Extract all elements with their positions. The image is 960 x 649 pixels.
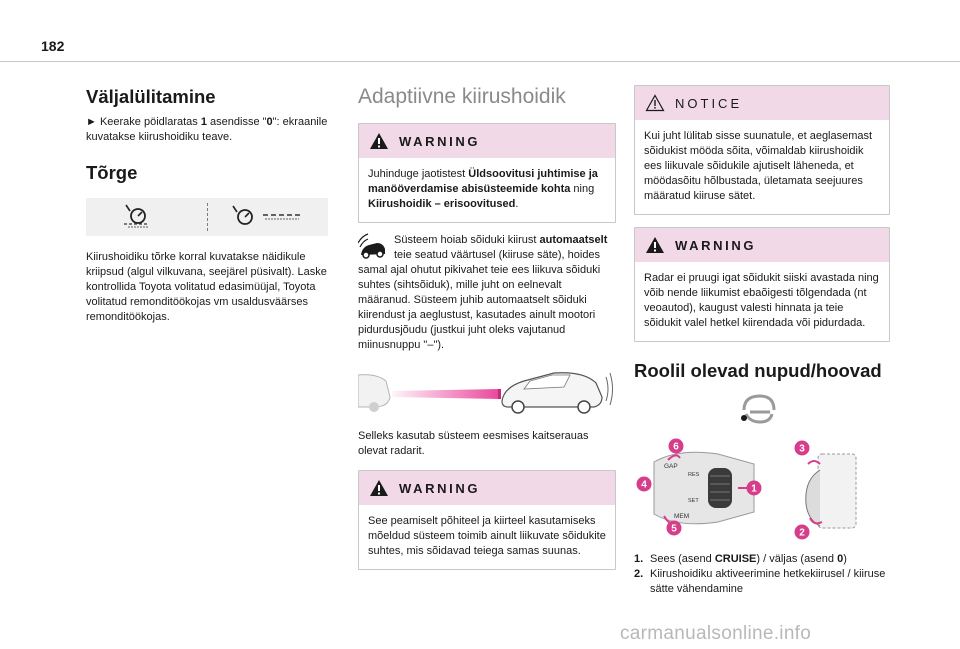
radar-car-icon [358, 233, 388, 261]
steering-wheel-icon [738, 392, 778, 428]
text-span: ) [843, 553, 847, 566]
switch-off-paragraph [86, 115, 328, 145]
radar-illustration [358, 367, 616, 415]
bold-span: automaatselt [539, 234, 608, 247]
heading-steering-controls: Roolil olevad nupud/hoovad [634, 360, 882, 381]
callout-body: See peamiselt põhiteel ja kiirteel kasutamiseks mõeldud süsteem toimib ainult liikuvate sõidukite suhtes, mis sõidavad teiega samas suunas. [368, 515, 606, 558]
callout-header [359, 124, 615, 158]
fault-icon-strip [86, 198, 328, 236]
text-span: ning [570, 183, 595, 196]
arrow-bullet-icon: ► [86, 116, 97, 129]
callout-number: 4 [641, 479, 647, 491]
callout-number: 3 [799, 443, 805, 455]
text-span: Süsteem hoiab sõiduki kiirust [394, 234, 540, 247]
list-number: 2. [634, 568, 644, 581]
text-span: . [515, 198, 519, 211]
list-number: 1. [634, 553, 644, 566]
stalk-controls-diagram [634, 434, 874, 542]
heading-valjalulitamine: Väljalülitamine [86, 86, 216, 107]
list-item [634, 552, 890, 567]
stalk-label-res: RES [688, 472, 700, 479]
notice-callout [634, 85, 890, 215]
cruise-fault-icon [116, 202, 176, 232]
callout-header [635, 86, 889, 120]
callout-number: 5 [671, 523, 677, 535]
callout-title: WARNING [399, 133, 481, 149]
text-span: Sees (asend [650, 553, 715, 566]
text-span: teie seatud väärtusel (kiiruse säte), hoides samal ajal ohutut pikivahet teie ees liikuva sõiduki suhtes (sihtsõiduk), mille juht on eelnevalt määranud. Süsteem juhib automaatselt sõiduki kiirendust ja aeglustust, kasutades ainult mootori pidurdusjõudu (justkui juht oleks vajutanud miinusnuppu "–"). [358, 249, 601, 352]
warning-callout-1 [358, 123, 616, 223]
stalk-label-set: SET [688, 498, 699, 505]
text-span: ) / väljas (asend [756, 553, 838, 566]
callout-number: 2 [799, 527, 805, 539]
fault-icon-cell [86, 198, 207, 236]
bold-span: 1 [200, 116, 207, 129]
stalk-label-mem: MEM [674, 513, 690, 521]
notice-triangle-icon [645, 94, 665, 112]
stalk-side-view [818, 454, 856, 528]
column-right [634, 80, 890, 597]
callout-body: Radar ei pruugi igat sõidukit siiski avastada ning võib nende liikumist ebaõigesti tõlgendada (nt veoautod), kaugust valesti hinnata ja teie sõidukit valel hetkel kiirendada või pidurdada. [644, 272, 879, 329]
controls-list [634, 552, 890, 597]
bold-span: 0 [266, 116, 273, 129]
callout-body [359, 158, 615, 222]
heading-torge: Tõrge [86, 162, 138, 184]
radar-bumper-paragraph: Selleks kasutab süsteem eesmises kaitserauas olevat radarit. [358, 430, 589, 458]
radar-paragraph [358, 233, 616, 353]
warning-callout-2 [358, 470, 616, 570]
stalk-label-gap: GAP [664, 463, 678, 471]
callout-header [635, 228, 889, 262]
bold-span: CRUISE [714, 553, 757, 566]
page-number: 182 [41, 38, 65, 54]
callout-title: WARNING [399, 480, 481, 496]
column-left [86, 80, 328, 325]
text-span: ": ekraanile kuvatakse kiirushoidiku teave. [86, 116, 328, 144]
callout-number: 6 [673, 441, 679, 453]
top-rule [0, 61, 960, 62]
bold-span: Üldsoovitusi juhtimise ja manööverdamise abisüsteemide kohta [368, 168, 598, 196]
stalk-thumbwheel [708, 468, 732, 508]
cruise-dashes-icon [225, 202, 311, 232]
text-span: Keerake pöidlaratas [96, 116, 201, 129]
fault-icon-cell [208, 198, 329, 236]
warning-triangle-icon [369, 479, 389, 497]
list-text [650, 552, 847, 567]
bold-span: Kiirushoidik – erisoovitused [368, 198, 516, 211]
title-adaptive-cruise: Adaptiivne kiirushoidik [358, 85, 566, 108]
text-span: Juhinduge jaotistest [368, 168, 469, 181]
callout-title: NOTICE [675, 95, 743, 111]
callout-body: Kui juht lülitab sisse suunatule, et aeglasemast sõidukist mööda sõita, võimaldab kiirushoidik ees liikuvale sõidukile ajutiselt läheneda, et möödasõitu hõlbustada, ületamata seejuures määratud kiiruse sätet. [644, 130, 873, 202]
watermark: carmanualsonline.info [620, 623, 812, 644]
warning-triangle-icon [645, 236, 665, 254]
callout-header [359, 471, 615, 505]
fault-paragraph: Kiirushoidiku tõrke korral kuvatakse näidikule kriipsud (algul vilkuvana, seejärel püsivalt). Laske kontrollida Toyota volitatud edasimüüjal, Toyota volitatud remonditöökojas vm usaldusväärses remonditöökojas. [86, 251, 327, 324]
column-middle [358, 80, 616, 570]
list-text: Kiirushoidiku aktiveerimine hetkekiirusel / kiiruse sätte vähendamine [650, 568, 886, 596]
text-span: asendisse " [206, 116, 267, 129]
callout-title: WARNING [675, 237, 757, 253]
warning-callout-3 [634, 227, 890, 342]
callout-number: 1 [751, 483, 757, 495]
warning-triangle-icon [369, 132, 389, 150]
list-item [634, 567, 890, 597]
bold-span: 0 [837, 553, 844, 566]
